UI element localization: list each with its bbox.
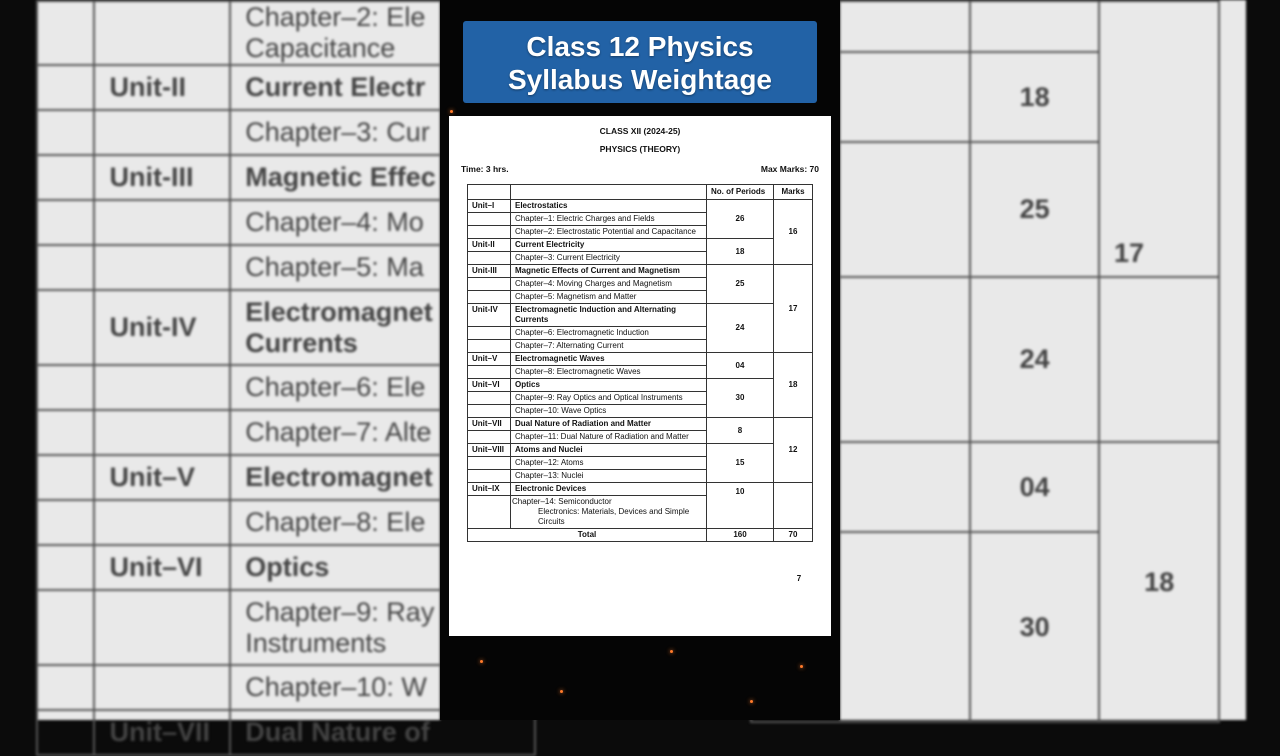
table-row: Chapter–4: Moving Charges and Magnetism xyxy=(468,278,813,291)
col-marks: Marks xyxy=(774,185,813,200)
background-left-table: Chapter–2: Ele Capacitance Unit-II Current Electr Chapter–3: Cur Unit-III Magnetic Effec Chapter–4: Mo Chapter–5: Ma Unit-IV Electromagnet Currents Chapter–6: Ele Chapter–7: Alte Unit–V Electromagnet Chapter–8: Ele Unit–VI Optics Chapter–9: Ray Instruments Chapter–10: W Unit–VII Dual Nature of xyxy=(36,0,440,720)
table-row: Unit-IV Electromagnetic Induction and Alternating Currents 24 xyxy=(468,304,813,327)
max-marks-label: Max Marks: 70 xyxy=(760,164,819,174)
table-row: Chapter–3: Current Electricity xyxy=(468,252,813,265)
title-banner xyxy=(463,21,817,103)
table-row: Unit–VI Optics 30 xyxy=(468,379,813,392)
syllabus-document xyxy=(449,116,831,636)
document-subheading: PHYSICS (THEORY) xyxy=(599,144,681,154)
table-row: Chapter–1: Electric Charges and Fields xyxy=(468,213,813,226)
time-label: Time: 3 hrs. xyxy=(461,164,509,174)
table-row: Unit–I Electrostatics 26 16 xyxy=(468,200,813,213)
table-row: Chapter–2: Electrostatic Potential and Capacitance xyxy=(468,226,813,239)
table-row: Unit-II Current Electricity 18 xyxy=(468,239,813,252)
unit-ix-marks: 7 xyxy=(796,574,802,583)
banner-line-2: Syllabus Weightage xyxy=(508,64,772,95)
table-row: Chapter–13: Nuclei xyxy=(468,470,813,483)
table-row: Unit-III Magnetic Effects of Current and Magnetism 25 17 xyxy=(468,265,813,278)
table-row: Chapter–8: Electromagnetic Waves xyxy=(468,366,813,379)
table-row: Chapter–5: Magnetism and Matter xyxy=(468,291,813,304)
table-row: Chapter–6: Electromagnetic Induction xyxy=(468,327,813,340)
table-row: Chapter–14: Semiconductor Electronics: Materials, Devices and Simple Circuits xyxy=(468,496,813,529)
table-row: Unit–IX Electronic Devices 10 xyxy=(468,483,813,496)
document-heading: CLASS XII (2024-25) xyxy=(599,126,681,136)
table-row: Chapter–7: Alternating Current xyxy=(468,340,813,353)
table-row: Chapter–12: Atoms xyxy=(468,457,813,470)
total-row: Total 160 70 xyxy=(468,529,813,542)
col-periods: No. of Periods xyxy=(707,185,774,200)
table-row: Chapter–11: Dual Nature of Radiation and Matter xyxy=(468,431,813,444)
table-row: Unit–VIII Atoms and Nuclei 15 xyxy=(468,444,813,457)
table-row: Unit–V Electromagnetic Waves 04 18 xyxy=(468,353,813,366)
document-meta xyxy=(461,164,819,174)
banner-line-1: Class 12 Physics xyxy=(526,31,754,62)
table-row: Unit–VII Dual Nature of Radiation and Matter 8 12 xyxy=(468,418,813,431)
syllabus-table xyxy=(467,184,813,542)
background-right-table: 18 25 24 04 18 30 17 xyxy=(840,0,1246,720)
background-marks-17: 17 xyxy=(1114,238,1145,268)
table-row: Chapter–9: Ray Optics and Optical Instruments xyxy=(468,392,813,405)
table-row: Chapter–10: Wave Optics xyxy=(468,405,813,418)
table-header-row xyxy=(468,185,813,200)
